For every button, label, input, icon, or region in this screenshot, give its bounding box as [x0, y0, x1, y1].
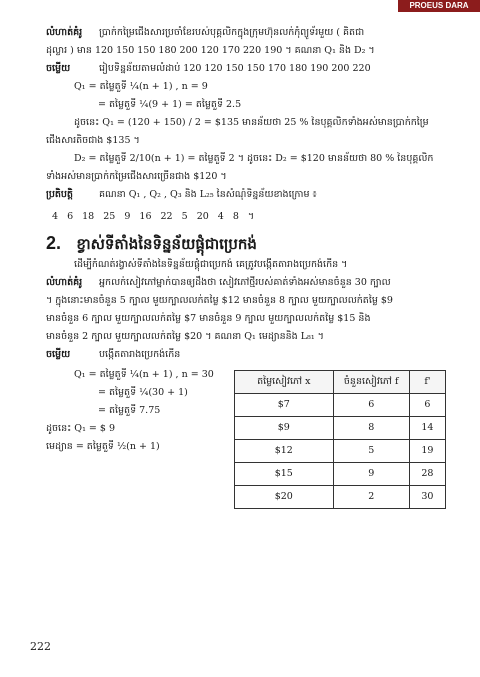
page-number: 222: [30, 640, 51, 653]
section-number: 2.: [46, 234, 62, 253]
table-row: [235, 417, 446, 440]
example2-step5: មេដ្យាន = តម្លៃតួទី ½(n + 1): [46, 441, 160, 452]
example1-answer-label: ចម្លើយ: [46, 63, 71, 74]
cell-cumulative: 14: [409, 417, 445, 440]
example2-step3: = តម្លៃតួទី 7.75: [98, 405, 161, 416]
cell-cumulative: 30: [409, 486, 445, 509]
example2-label: លំហាត់គំរូ: [46, 277, 83, 288]
example2-l2: ។ ក្នុងនោះមានចំនួន 5 ក្បាល មួយក្បាលលក់តម្លៃ $12 មានចំនួន 8 ក្បាល មួយក្បាលលក់តម្លៃ $9: [46, 295, 393, 306]
cell-count: 2: [333, 486, 409, 509]
example1-step6: ទាំងអស់មានប្រាក់កម្រៃជើងសារច្រើនជាង $120 ។: [46, 171, 227, 182]
exercise-label: ប្រតិបត្តិ: [46, 189, 73, 200]
cell-price: $20: [235, 486, 334, 509]
table-header-row: [235, 371, 446, 394]
page-content: [46, 24, 446, 506]
example1-label: លំហាត់គំរូ: [46, 27, 83, 38]
cell-cumulative: 6: [409, 394, 445, 417]
table-row: [235, 486, 446, 509]
header-price: តម្លៃសៀវភៅ x: [235, 371, 334, 394]
example2-answer: [46, 346, 446, 364]
example1-step3: ដូចនេះ Q₁ = (120 + 150) / 2 = $135 មានន័យថា 25 % នៃបុគ្គលិកទាំងអស់មានប្រាក់កម្រៃ: [74, 117, 429, 128]
exercise-text: គណនា Q₁ , Q₂ , Q₃ និង L₂₅ នៃសំណុំទិន្នន័យខាងក្រោម ៖: [99, 189, 317, 200]
section-heading: [46, 234, 446, 256]
cell-count: 9: [333, 463, 409, 486]
exercise: [46, 186, 446, 204]
intro-text: ដើម្បីកំណត់រង្វាស់ទីតាំងនៃទិន្នន័យផ្តុំជាប្រេកង់ គេត្រូវបង្កើតតារាងប្រេកង់កើន ។: [74, 259, 348, 270]
solution-area: [46, 366, 446, 506]
cell-cumulative: 28: [409, 463, 445, 486]
solution-steps: [46, 366, 236, 456]
example1-q2: ដុល្លារ ) មាន 120 150 150 180 200 120 170 220 190 ។ គណនា Q₁ និង D₂ ។: [46, 45, 375, 56]
example1-step2: = តម្លៃតួទី ¼(9 + 1) = តម្លៃតួទី 2.5: [98, 99, 242, 110]
example1-q1: ប្រាក់កម្រៃជើងសារប្រចាំខែរបស់បុគ្គលិកក្នុងក្រុមហ៊ុនលក់កុំព្យូទ័រមួយ ( គិតជា: [99, 27, 365, 38]
cell-price: $9: [235, 417, 334, 440]
cell-price: $7: [235, 394, 334, 417]
frequency-table: [234, 370, 446, 509]
section-title: ខ្វាស់ទីតាំងនៃទិន្នន័យផ្តុំជាប្រេកង់: [76, 235, 257, 253]
example2-step4: ដូចនេះ Q₁ = $ 9: [46, 423, 116, 434]
example2-question: [46, 274, 446, 292]
cell-cumulative: 19: [409, 440, 445, 463]
example2-answer-text: បង្កើតតារាងប្រេកង់កើន: [99, 349, 181, 360]
table-row: [235, 394, 446, 417]
cell-count: 5: [333, 440, 409, 463]
example2-step2: = តម្លៃតួទី ¼(30 + 1): [98, 387, 188, 398]
example2-l4: មានចំនួន 2 ក្បាល មួយក្បាលលក់តម្លៃ $20 ។ គណនា Q₁ មេដ្យាននិង L₈₁ ។: [46, 331, 324, 342]
header-badge: PROEUS DARA: [398, 0, 480, 12]
example2-l3: មានចំនួន 6 ក្បាល មួយក្បាលលក់តម្លៃ $7 មានចំនួន 9 ក្បាល មួយក្បាលលក់តម្លៃ $15 និង: [46, 313, 371, 324]
table-row: [235, 440, 446, 463]
exercise-numbers: 4 6 18 25 9 16 22 5 20 4 8 ។: [52, 211, 255, 222]
example2-l1: អ្នកលក់សៀវភៅម្នាក់បានឲ្យដឹងថា សៀវភៅថ្មីរបស់គាត់ទាំងអស់មានចំនួន 30 ក្បាល: [99, 277, 391, 288]
example1-step4: ជើងសារតិចជាង $135 ។: [46, 135, 140, 146]
example2-step1: Q₁ = តម្លៃតួទី ¼(n + 1) , n = 30: [74, 369, 214, 380]
example1-sort: រៀបទិន្នន័យតាមលំដាប់ 120 120 150 150 170 180 190 200 220: [99, 63, 371, 74]
cell-count: 8: [333, 417, 409, 440]
cell-count: 6: [333, 394, 409, 417]
cell-price: $12: [235, 440, 334, 463]
example1-question: [46, 24, 446, 42]
example1-step1: Q₁ = តម្លៃតួទី ¼(n + 1) , n = 9: [74, 81, 208, 92]
header-count: ចំនួនសៀវភៅ f: [333, 371, 409, 394]
example2-answer-label: ចម្លើយ: [46, 349, 71, 360]
table-row: [235, 463, 446, 486]
example1-step5: D₂ = តម្លៃតួទី 2/10(n + 1) = តម្លៃតួទី 2 ។ ដូចនេះ D₂ = $120 មានន័យថា 80 % នៃបុគ្គលិក: [74, 153, 434, 164]
header-cumulative: f': [409, 371, 445, 394]
example1-answer: [46, 60, 446, 78]
cell-price: $15: [235, 463, 334, 486]
